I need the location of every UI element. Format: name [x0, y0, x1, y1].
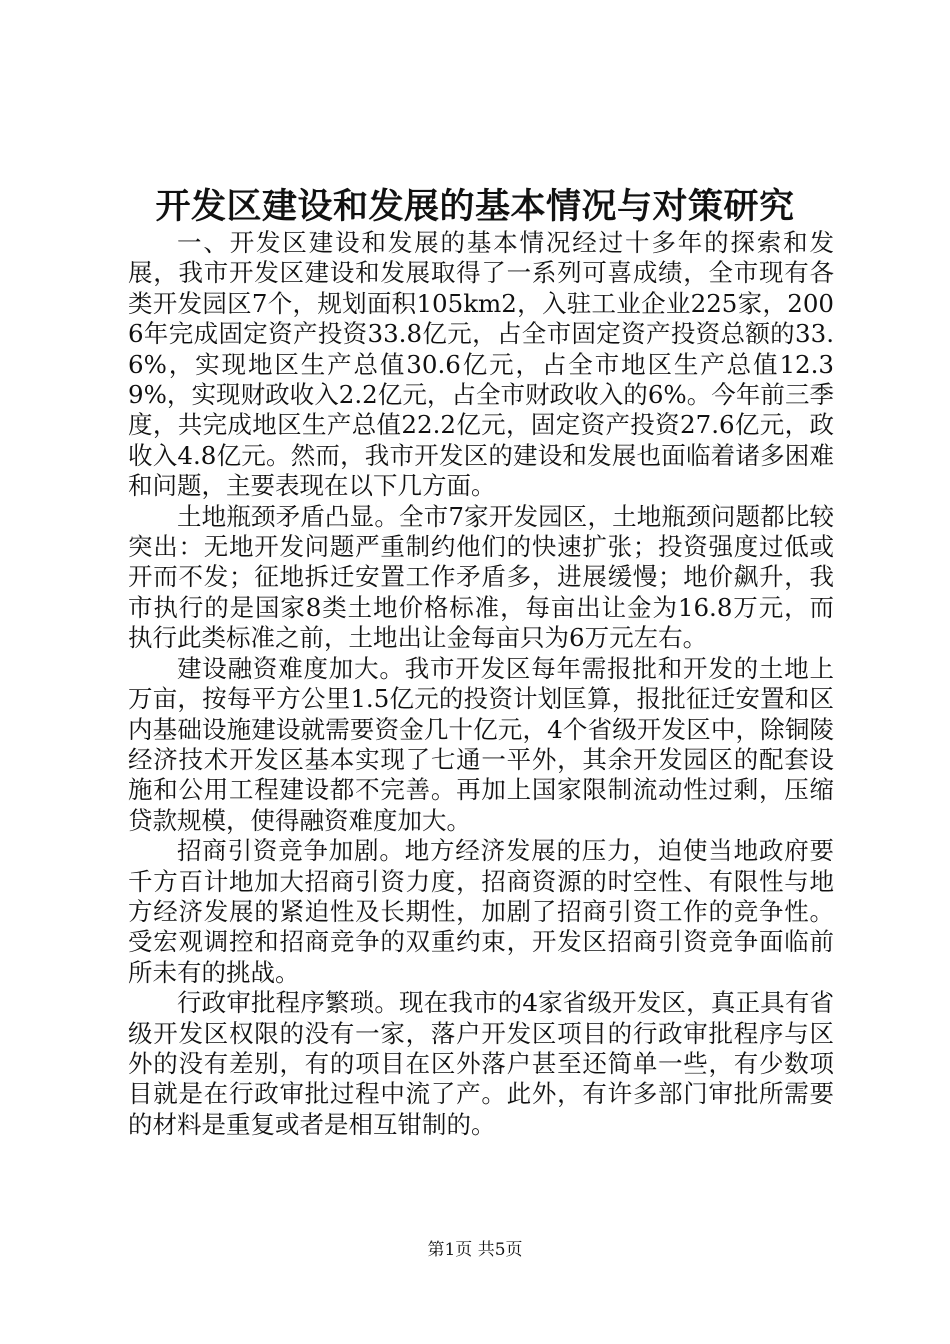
paragraph-overview: 一、开发区建设和发展的基本情况经过十多年的探索和发展，我市开发区建设和发展取得了一系列可喜成绩，全市现有各类开发园区7个，规划面积105km2，入驻工业企业225家，2006年完成固定资产投资33.8亿元，占全市固定资产投资总额的33.6%，实现地区生产总值30.6亿元，占全市地区生产总值12.39%，实现财政收入2.2亿元，占全市财政收入的6%。今年前三季度，共完成地区生产总值22.2亿元，固定资产投资27.6亿元，政收入4.8亿元。然而，我市开发区的建设和发展也面临着诸多困难和问题，主要表现在以下几方面。 — [128, 228, 834, 501]
document-title: 开发区建设和发展的基本情况与对策研究 — [155, 186, 795, 227]
document-body — [128, 228, 834, 1140]
paragraph-administrative-approval: 行政审批程序繁琐。现在我市的4家省级开发区，真正具有省级开发区权限的没有一家，落户开发区项目的行政审批程序与区外的没有差别，有的项目在区外落户甚至还简单一些，有少数项目就是在行政审批过程中流了产。此外，有许多部门审批所需要的材料是重复或者是相互钳制的。 — [128, 988, 834, 1139]
paragraph-land-bottleneck: 土地瓶颈矛盾凸显。全市7家开发园区，土地瓶颈问题都比较突出：无地开发问题严重制约他们的快速扩张；投资强度过低或开而不发；征地拆迁安置工作矛盾多，进展缓慢；地价飙升，我市执行的是国家8类土地价格标准，每亩出让金为16.8万元，而执行此类标准之前，土地出让金每亩只为6万元左右。 — [128, 501, 834, 653]
page-number-footer: 第1页 共5页 — [427, 1240, 523, 1260]
paragraph-investment-competition: 招商引资竞争加剧。地方经济发展的压力，迫使当地政府要千方百计地加大招商引资力度，招商资源的时空性、有限性与地方经济发展的紧迫性及长期性，加剧了招商引资工作的竞争性。受宏观调控和招商竞争的双重约束，开发区招商引资竞争面临前所未有的挑战。 — [128, 836, 834, 987]
paragraph-financing: 建设融资难度加大。我市开发区每年需报批和开发的土地上万亩，按每平方公里1.5亿元的投资计划匡算，报批征迁安置和区内基础设施建设就需要资金几十亿元，4个省级开发区中，除铜陵经济技术开发区基本实现了七通一平外，其余开发园区的配套设施和公用工程建设都不完善。再加上国家限制流动性过剩，压缩贷款规模，使得融资难度加大。 — [128, 653, 834, 835]
